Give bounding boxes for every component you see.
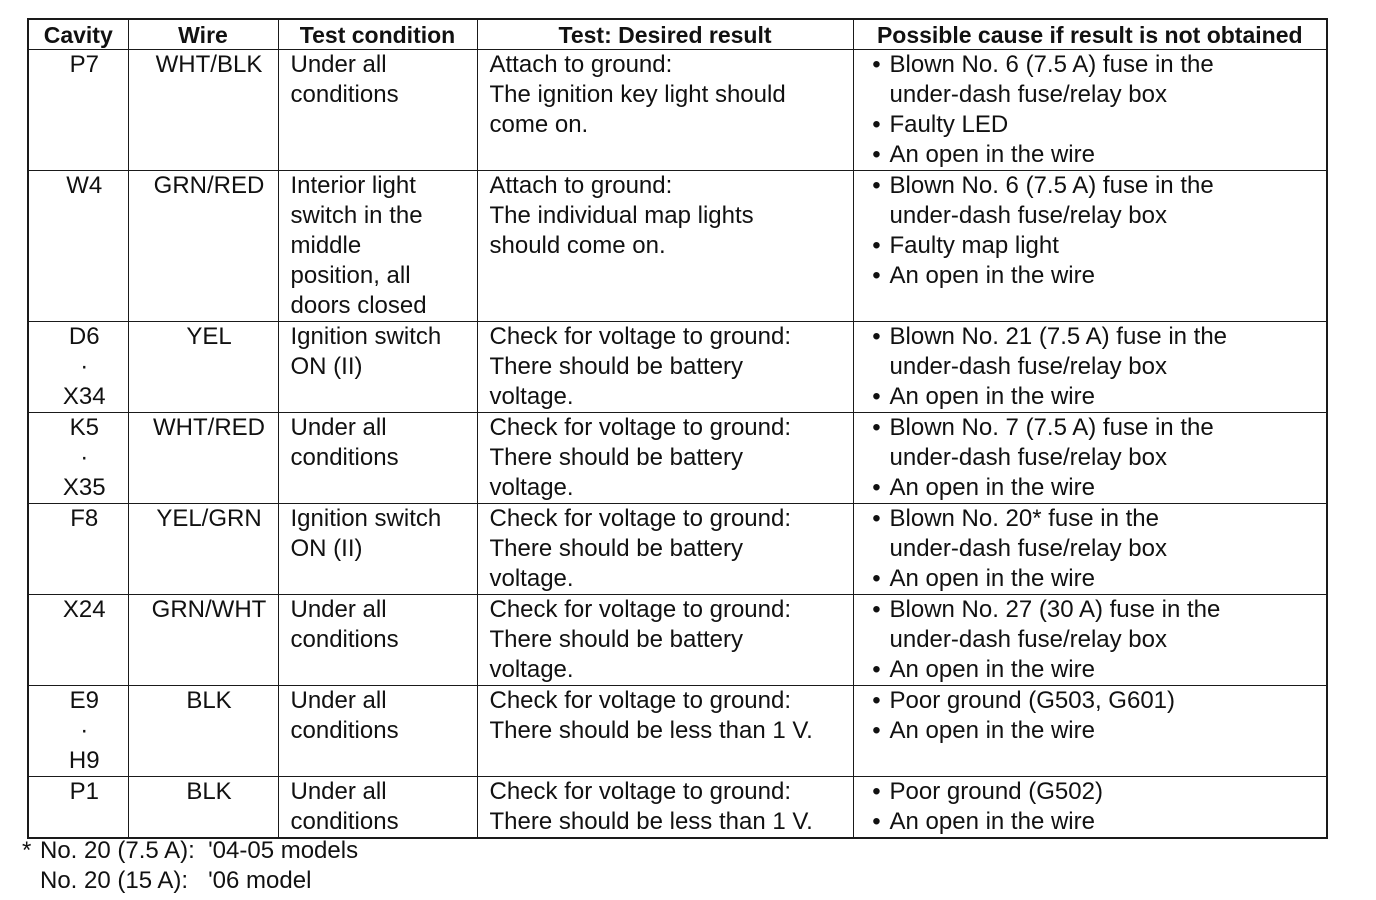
cavity-label: X35: [62, 474, 106, 501]
footnote-text: No. 20 (15 A): '06 model: [40, 867, 312, 894]
wire-color-label: YEL/GRN: [156, 505, 262, 532]
bullet-icon: •: [872, 596, 881, 623]
bullet-icon: •: [872, 383, 881, 410]
table-body: [28, 50, 1327, 839]
cause-text: Blown No. 27 (30 A) fuse in the: [889, 596, 1221, 623]
condition-line: ON (II): [290, 535, 363, 562]
cavity-cell: [28, 322, 128, 413]
table-row: [28, 50, 1327, 171]
cause-text: An open in the wire: [889, 717, 1095, 744]
condition-line: Under all: [290, 778, 387, 805]
cause-text: under-dash fuse/relay box: [889, 535, 1167, 562]
condition-line: conditions: [290, 81, 399, 108]
cause-item: [866, 686, 1327, 716]
condition-line: Interior light: [290, 172, 416, 199]
possible-cause-cell: [853, 171, 1327, 322]
possible-cause-cell: [853, 413, 1327, 504]
cause-text: Blown No. 21 (7.5 A) fuse in the: [889, 323, 1228, 350]
cause-item: [866, 171, 1327, 231]
condition-line: Under all: [290, 687, 387, 714]
cause-item: [866, 231, 1327, 261]
cause-item: [866, 473, 1327, 503]
condition-line: conditions: [290, 808, 399, 835]
condition-line: Under all: [290, 596, 387, 623]
bullet-icon: •: [872, 172, 881, 199]
bullet-icon: •: [872, 232, 881, 259]
cause-text: An open in the wire: [889, 141, 1095, 168]
cause-text: Poor ground (G502): [889, 778, 1103, 805]
condition-line: conditions: [290, 626, 399, 653]
cavity-cell: [28, 504, 128, 595]
cavity-cell: [28, 777, 128, 839]
footnote-line: [22, 836, 358, 866]
condition-line: position, all: [290, 262, 411, 289]
footnotes: [22, 836, 358, 896]
cavity-label: P7: [69, 51, 99, 78]
cause-text: Blown No. 7 (7.5 A) fuse in the: [889, 414, 1214, 441]
condition-line: switch in the: [290, 202, 423, 229]
cause-list: [866, 50, 1327, 170]
cavity-label: ·: [80, 717, 89, 744]
cause-list: [866, 686, 1327, 746]
cause-text: Poor ground (G503, G601): [889, 687, 1176, 714]
cause-list: [866, 413, 1327, 503]
cause-item: [866, 50, 1327, 110]
cause-item: [866, 504, 1327, 564]
bullet-icon: •: [872, 656, 881, 683]
cavity-label: W4: [66, 172, 103, 199]
possible-cause-cell: [853, 595, 1327, 686]
bullet-icon: •: [872, 717, 881, 744]
cause-item: [866, 807, 1327, 837]
cavity-cell: [28, 171, 128, 322]
cause-text: An open in the wire: [889, 474, 1095, 501]
bullet-icon: •: [872, 474, 881, 501]
desired-result-cell: [477, 322, 853, 413]
wire-cell: [128, 595, 278, 686]
bullet-icon: •: [872, 51, 881, 78]
result-line: There should be battery: [489, 353, 743, 380]
wire-cell: [128, 171, 278, 322]
test-condition-cell: [278, 504, 477, 595]
cavity-label: P1: [69, 778, 99, 805]
cause-text: Blown No. 6 (7.5 A) fuse in the: [889, 172, 1214, 199]
result-line: voltage.: [489, 474, 574, 501]
result-line: Check for voltage to ground:: [489, 414, 792, 441]
bullet-icon: •: [872, 414, 881, 441]
cavity-cell: [28, 686, 128, 777]
test-condition-cell: [278, 413, 477, 504]
test-condition-cell: [278, 171, 477, 322]
possible-cause-cell: [853, 50, 1327, 171]
desired-result-cell: [477, 686, 853, 777]
cause-list: [866, 777, 1327, 837]
bullet-icon: •: [872, 111, 881, 138]
desired-result-cell: [477, 50, 853, 171]
cause-text: under-dash fuse/relay box: [889, 202, 1167, 229]
condition-line: ON (II): [290, 353, 363, 380]
bullet-icon: •: [872, 262, 881, 289]
result-line: voltage.: [489, 565, 574, 592]
wire-color-label: WHT/BLK: [155, 51, 263, 78]
cause-item: [866, 655, 1327, 685]
wire-color-label: GRN/WHT: [151, 596, 267, 623]
header-desired-result: Test: Desired result: [477, 19, 853, 50]
cavity-label: X24: [62, 596, 106, 623]
bullet-icon: •: [872, 323, 881, 350]
cause-text: Faulty map light: [889, 232, 1059, 259]
table-row: [28, 171, 1327, 322]
test-condition-cell: [278, 686, 477, 777]
condition-line: conditions: [290, 717, 399, 744]
cause-text: under-dash fuse/relay box: [889, 81, 1167, 108]
cause-text: An open in the wire: [889, 262, 1095, 289]
cavity-label: ·: [80, 444, 89, 471]
result-line: Check for voltage to ground:: [489, 778, 792, 805]
cause-list: [866, 322, 1327, 412]
result-line: There should be battery: [489, 535, 743, 562]
result-line: There should be less than 1 V.: [489, 808, 813, 835]
cause-text: An open in the wire: [889, 808, 1095, 835]
possible-cause-cell: [853, 686, 1327, 777]
cavity-label: H9: [68, 747, 100, 774]
cavity-label: X34: [62, 383, 106, 410]
cavity-cell: [28, 413, 128, 504]
result-line: come on.: [489, 111, 589, 138]
cause-item: [866, 382, 1327, 412]
connector-test-table: [27, 18, 1328, 839]
result-line: There should be battery: [489, 444, 743, 471]
result-line: There should be less than 1 V.: [489, 717, 813, 744]
cavity-label: E9: [69, 687, 99, 714]
bullet-icon: •: [872, 687, 881, 714]
result-line: voltage.: [489, 656, 574, 683]
test-condition-cell: [278, 777, 477, 839]
cause-list: [866, 504, 1327, 594]
test-condition-cell: [278, 50, 477, 171]
cause-text: An open in the wire: [889, 383, 1095, 410]
result-line: Check for voltage to ground:: [489, 687, 792, 714]
cause-item: [866, 140, 1327, 170]
result-line: There should be battery: [489, 626, 743, 653]
possible-cause-cell: [853, 322, 1327, 413]
desired-result-cell: [477, 413, 853, 504]
cause-item: [866, 322, 1327, 382]
cause-item: [866, 110, 1327, 140]
table-row: [28, 595, 1327, 686]
result-line: Check for voltage to ground:: [489, 505, 792, 532]
cause-item: [866, 716, 1327, 746]
table-row: [28, 413, 1327, 504]
cause-text: Blown No. 6 (7.5 A) fuse in the: [889, 51, 1214, 78]
table-row: [28, 686, 1327, 777]
wire-cell: [128, 777, 278, 839]
table-row: [28, 504, 1327, 595]
wire-color-label: BLK: [186, 778, 232, 805]
result-line: Check for voltage to ground:: [489, 323, 792, 350]
cause-text: under-dash fuse/relay box: [889, 444, 1167, 471]
wire-cell: [128, 504, 278, 595]
cause-item: [866, 261, 1327, 291]
condition-line: Under all: [290, 414, 387, 441]
cause-item: [866, 777, 1327, 807]
result-line: Check for voltage to ground:: [489, 596, 792, 623]
cavity-label: ·: [80, 353, 89, 380]
wire-color-label: YEL: [186, 323, 232, 350]
condition-line: conditions: [290, 444, 399, 471]
result-line: The individual map lights: [489, 202, 754, 229]
condition-line: Ignition switch: [290, 505, 442, 532]
cause-text: under-dash fuse/relay box: [889, 353, 1167, 380]
desired-result-cell: [477, 171, 853, 322]
cavity-label: K5: [69, 414, 99, 441]
desired-result-cell: [477, 777, 853, 839]
footnote-line: [22, 866, 358, 896]
wire-cell: [128, 50, 278, 171]
cause-item: [866, 564, 1327, 594]
header-row: [28, 19, 1327, 50]
desired-result-cell: [477, 595, 853, 686]
header-wire: Wire: [128, 19, 278, 50]
footnote-text: No. 20 (7.5 A): '04-05 models: [40, 837, 359, 864]
cause-text: An open in the wire: [889, 656, 1095, 683]
wire-color-label: BLK: [186, 687, 232, 714]
diagnostic-table-container: [27, 18, 1326, 839]
wire-cell: [128, 413, 278, 504]
cause-text: An open in the wire: [889, 565, 1095, 592]
footnote-marker: *: [22, 837, 32, 864]
cause-text: Faulty LED: [889, 111, 1009, 138]
wire-color-label: GRN/RED: [153, 172, 265, 199]
result-line: Attach to ground:: [489, 51, 673, 78]
test-condition-cell: [278, 322, 477, 413]
bullet-icon: •: [872, 778, 881, 805]
cavity-cell: [28, 50, 128, 171]
test-condition-cell: [278, 595, 477, 686]
table-row: [28, 777, 1327, 839]
possible-cause-cell: [853, 504, 1327, 595]
cavity-cell: [28, 595, 128, 686]
wire-cell: [128, 322, 278, 413]
bullet-icon: •: [872, 141, 881, 168]
condition-line: Under all: [290, 51, 387, 78]
condition-line: middle: [290, 232, 362, 259]
condition-line: Ignition switch: [290, 323, 442, 350]
desired-result-cell: [477, 504, 853, 595]
cause-text: Blown No. 20* fuse in the: [889, 505, 1159, 532]
header-test-condition: Test condition: [278, 19, 477, 50]
table-row: [28, 322, 1327, 413]
bullet-icon: •: [872, 808, 881, 835]
result-line: Attach to ground:: [489, 172, 673, 199]
header-cavity: Cavity: [28, 19, 128, 50]
bullet-icon: •: [872, 565, 881, 592]
cause-text: under-dash fuse/relay box: [889, 626, 1167, 653]
wire-color-label: WHT/RED: [153, 414, 265, 441]
cavity-label: F8: [70, 505, 99, 532]
condition-line: doors closed: [290, 292, 427, 319]
cavity-label: D6: [68, 323, 100, 350]
result-line: voltage.: [489, 383, 574, 410]
possible-cause-cell: [853, 777, 1327, 839]
wire-cell: [128, 686, 278, 777]
cause-list: [866, 171, 1327, 291]
cause-item: [866, 413, 1327, 473]
cause-list: [866, 595, 1327, 685]
header-possible-cause: Possible cause if result is not obtained: [853, 19, 1327, 50]
result-line: should come on.: [489, 232, 666, 259]
result-line: The ignition key light should: [489, 81, 786, 108]
cause-item: [866, 595, 1327, 655]
bullet-icon: •: [872, 505, 881, 532]
